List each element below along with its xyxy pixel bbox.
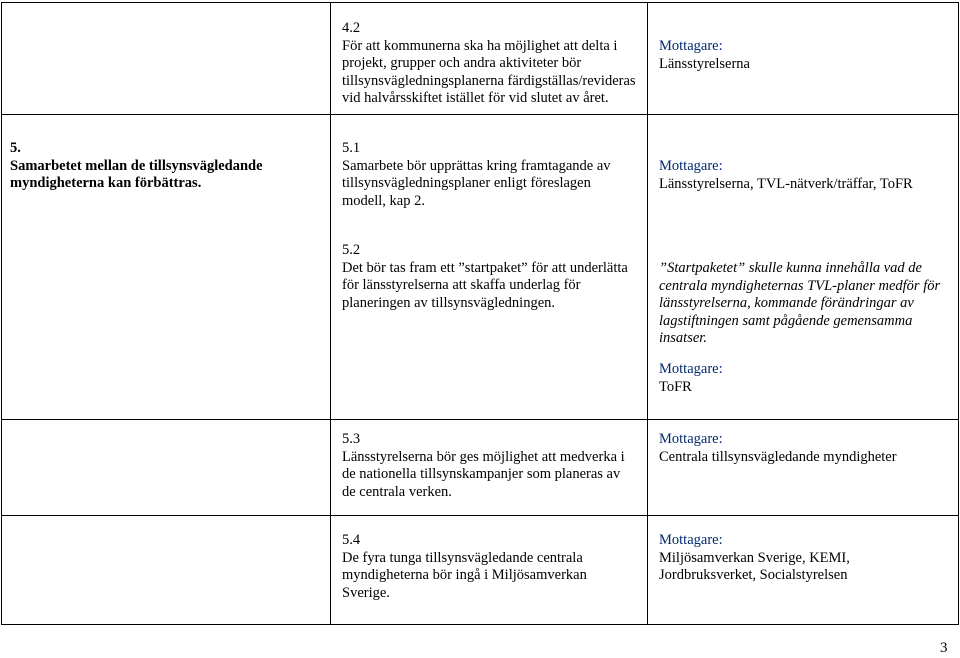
recommendation-number: 5.4 (342, 532, 361, 548)
recommendation-text: myndigheterna bör ingå i Miljösamverkan (342, 567, 587, 583)
recommendation-text: de nationella tillsynskampanjer som planeras av (342, 466, 621, 482)
row-divider (1, 515, 959, 516)
recommendation-text: för länsstyrelserna att skaffa underlag för (342, 277, 581, 293)
recommendation-text: Samarbete bör upprättas kring framtagande av (342, 157, 611, 174)
row-divider (1, 114, 959, 115)
recommendation-5-2 (342, 242, 642, 312)
recommendation-number: 5.1 (342, 140, 361, 156)
note-text: centrala myndigheternas TVL-planer medför för (659, 277, 941, 294)
row-divider (1, 419, 959, 420)
recommendation-text: modell, kap 2. (342, 192, 425, 209)
recommendation-text: tillsynsvägledningsplanerna färdigställas/revideras (342, 72, 636, 89)
recipient-5-4 (659, 532, 954, 585)
startpaket-note (659, 260, 954, 348)
recipient-value: Länsstyrelserna (659, 55, 750, 72)
recommendation-4-2 (342, 20, 642, 108)
page-number: 3 (940, 640, 948, 656)
recommendation-text: vid halvårsskiftet istället för vid slutet av året. (342, 90, 609, 106)
recommendation-text: Det bör tas fram ett ”startpaket” för att underlätta (342, 259, 628, 276)
recommendation-text: Länsstyrelserna bör ges möjlighet att medverka i (342, 448, 625, 465)
recommendation-5-1 (342, 140, 642, 210)
column-divider-right (647, 2, 648, 625)
recommendation-text: Sverige. (342, 584, 390, 601)
recipient-label: Mottagare: (659, 361, 723, 377)
recommendation-text: projekt, grupper och andra aktiviteter bör (342, 55, 582, 71)
recommendation-number: 5.3 (342, 431, 361, 447)
recommendation-number: 4.2 (342, 20, 361, 36)
recommendation-text: De fyra tunga tillsynsvägledande centrala (342, 549, 583, 566)
recommendation-5-4 (342, 532, 642, 602)
recommendation-number: 5.2 (342, 242, 361, 258)
recipient-label: Mottagare: (659, 431, 723, 447)
recipient-4-2 (659, 38, 954, 73)
recipient-value: Jordbruksverket, Socialstyrelsen (659, 567, 848, 583)
section-number: 5. (10, 140, 21, 156)
note-text: länsstyrelserna, kommande förändringar av (659, 295, 914, 311)
recipient-value: Centrala tillsynsvägledande myndigheter (659, 448, 897, 465)
recipient-value: ToFR (659, 378, 692, 395)
section-title: myndigheterna kan förbättras. (10, 175, 202, 191)
recipient-label: Mottagare: (659, 38, 723, 54)
recommendation-text: planeringen av tillsynsvägledningen. (342, 294, 556, 311)
recipient-label: Mottagare: (659, 158, 723, 174)
section-5-heading (10, 140, 325, 193)
recipient-5-3 (659, 431, 954, 466)
recommendation-text: För att kommunerna ska ha möjlighet att delta i (342, 37, 618, 54)
note-text: lagstiftningen samt pågående gemensamma (659, 312, 913, 329)
recommendation-5-3 (342, 431, 642, 501)
recipient-value: Länsstyrelserna, TVL-nätverk/träffar, ToFR (659, 175, 913, 192)
recipient-5-1 (659, 158, 954, 193)
recipient-value: Miljösamverkan Sverige, KEMI, (659, 549, 850, 566)
recipient-label: Mottagare: (659, 532, 723, 548)
note-text: ”Startpaketet” skulle kunna innehålla vad de (659, 260, 922, 276)
section-title: Samarbetet mellan de tillsynsvägledande (10, 157, 263, 174)
note-text: insatser. (659, 330, 707, 346)
recommendation-text: de centrala verken. (342, 483, 452, 500)
column-divider-left (330, 2, 331, 625)
recommendation-text: tillsynsvägledningsplaner enligt föreslagen (342, 175, 591, 191)
recipient-5-2 (659, 361, 954, 396)
